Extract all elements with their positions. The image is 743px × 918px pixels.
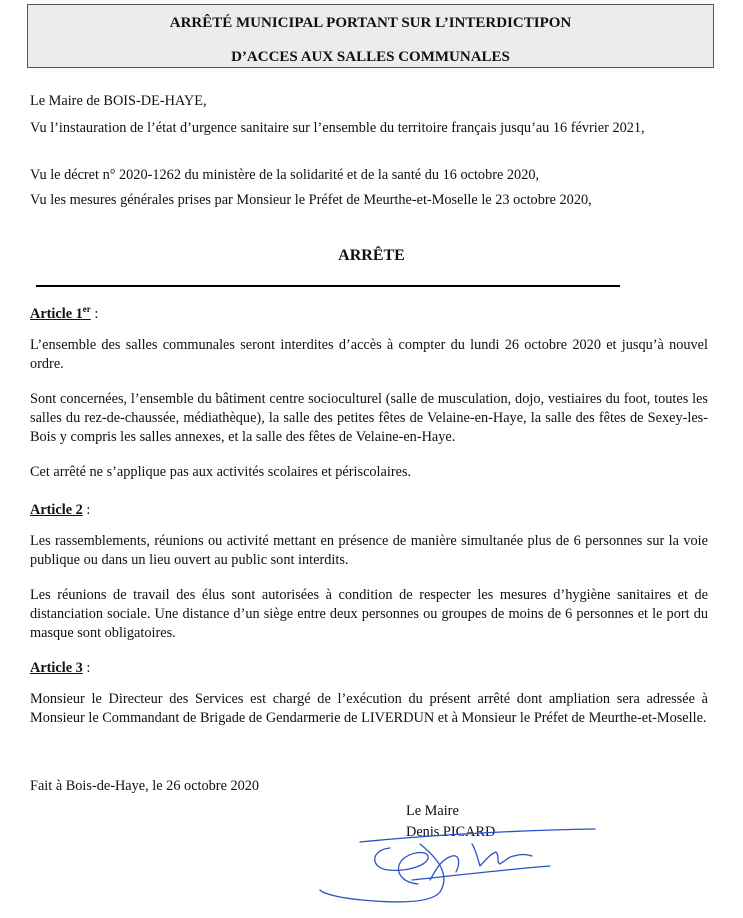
signer-name: Denis PICARD bbox=[406, 824, 496, 840]
article-1-paragraph-3: Cet arrêté ne s’applique pas aux activités scolaires et périscolaires. bbox=[30, 464, 412, 480]
title-box bbox=[27, 4, 714, 68]
preamble-vu-1: Vu l’instauration de l’état d’urgence sanitaire sur l’ensemble du territoire français jusqu’au 16 février 2021, bbox=[30, 120, 645, 136]
article-2-paragraph-2: Les réunions de travail des élus sont autorisées à condition de respecter les mesures d’hygiène sanitaires et de distanciation sociale. Une distance d’un siège entre deux personnes ou groupes de moins de 6 personnes et le port du masque sont obligatoires. bbox=[30, 587, 708, 641]
article-2-paragraph-1: Les rassemblements, réunions ou activité mettant en présence de manière simultanée plus de 6 personnes sur la voie publique ou dans un lieu ouvert au public sont interdits. bbox=[30, 533, 708, 568]
title-line-1: ARRÊTÉ MUNICIPAL PORTANT SUR L’INTERDICTIPON bbox=[169, 15, 572, 31]
article-3-heading: Article 3 : bbox=[30, 660, 91, 676]
article-1-paragraph-2: Sont concernées, l’ensemble du bâtiment centre socioculturel (salle de musculation, dojo, vestiaires du foot, toutes les salles du rez-de-chaussée, médiathèque), la salle des petites fêtes de Velaine-en-Haye, la salle des fêtes de Sexey-les-Bois y compris les salles annexes, et la salle des fêtes de Velaine-en-Haye. bbox=[30, 391, 708, 445]
separator-rule bbox=[36, 285, 620, 287]
article-3-paragraph-1: Monsieur le Directeur des Services est chargé de l’exécution du présent arrêté dont ampliation sera adressée à Monsieur le Commandant de Brigade de Gendarmerie de LIVERDUN et à Monsieur le Préfet de Meurthe-et-Moselle. bbox=[30, 691, 708, 726]
article-1-paragraph-1: L’ensemble des salles communales seront interdites d’accès à compter du lundi 26 octobre 2020 et jusqu’à nouvel ordre. bbox=[30, 337, 708, 372]
signature bbox=[300, 820, 630, 910]
preamble-vu-2: Vu le décret n° 2020-1262 du ministère de la solidarité et de la santé du 16 octobre 2020, bbox=[30, 167, 540, 183]
signature-scribble-icon bbox=[300, 820, 630, 910]
article-1-heading: Article 1er : bbox=[30, 304, 99, 322]
article-2-heading: Article 2 : bbox=[30, 502, 91, 518]
title-line-2: D’ACCES AUX SALLES COMMUNALES bbox=[231, 49, 510, 65]
place-date: Fait à Bois-de-Haye, le 26 octobre 2020 bbox=[30, 778, 260, 794]
arrete-title: ARRÊTE bbox=[338, 247, 405, 264]
signer-title: Le Maire bbox=[406, 803, 459, 819]
preamble-mayor: Le Maire de BOIS-DE-HAYE, bbox=[30, 93, 207, 109]
preamble-vu-3: Vu les mesures générales prises par Monsieur le Préfet de Meurthe-et-Moselle le 23 octobre 2020, bbox=[30, 192, 592, 208]
